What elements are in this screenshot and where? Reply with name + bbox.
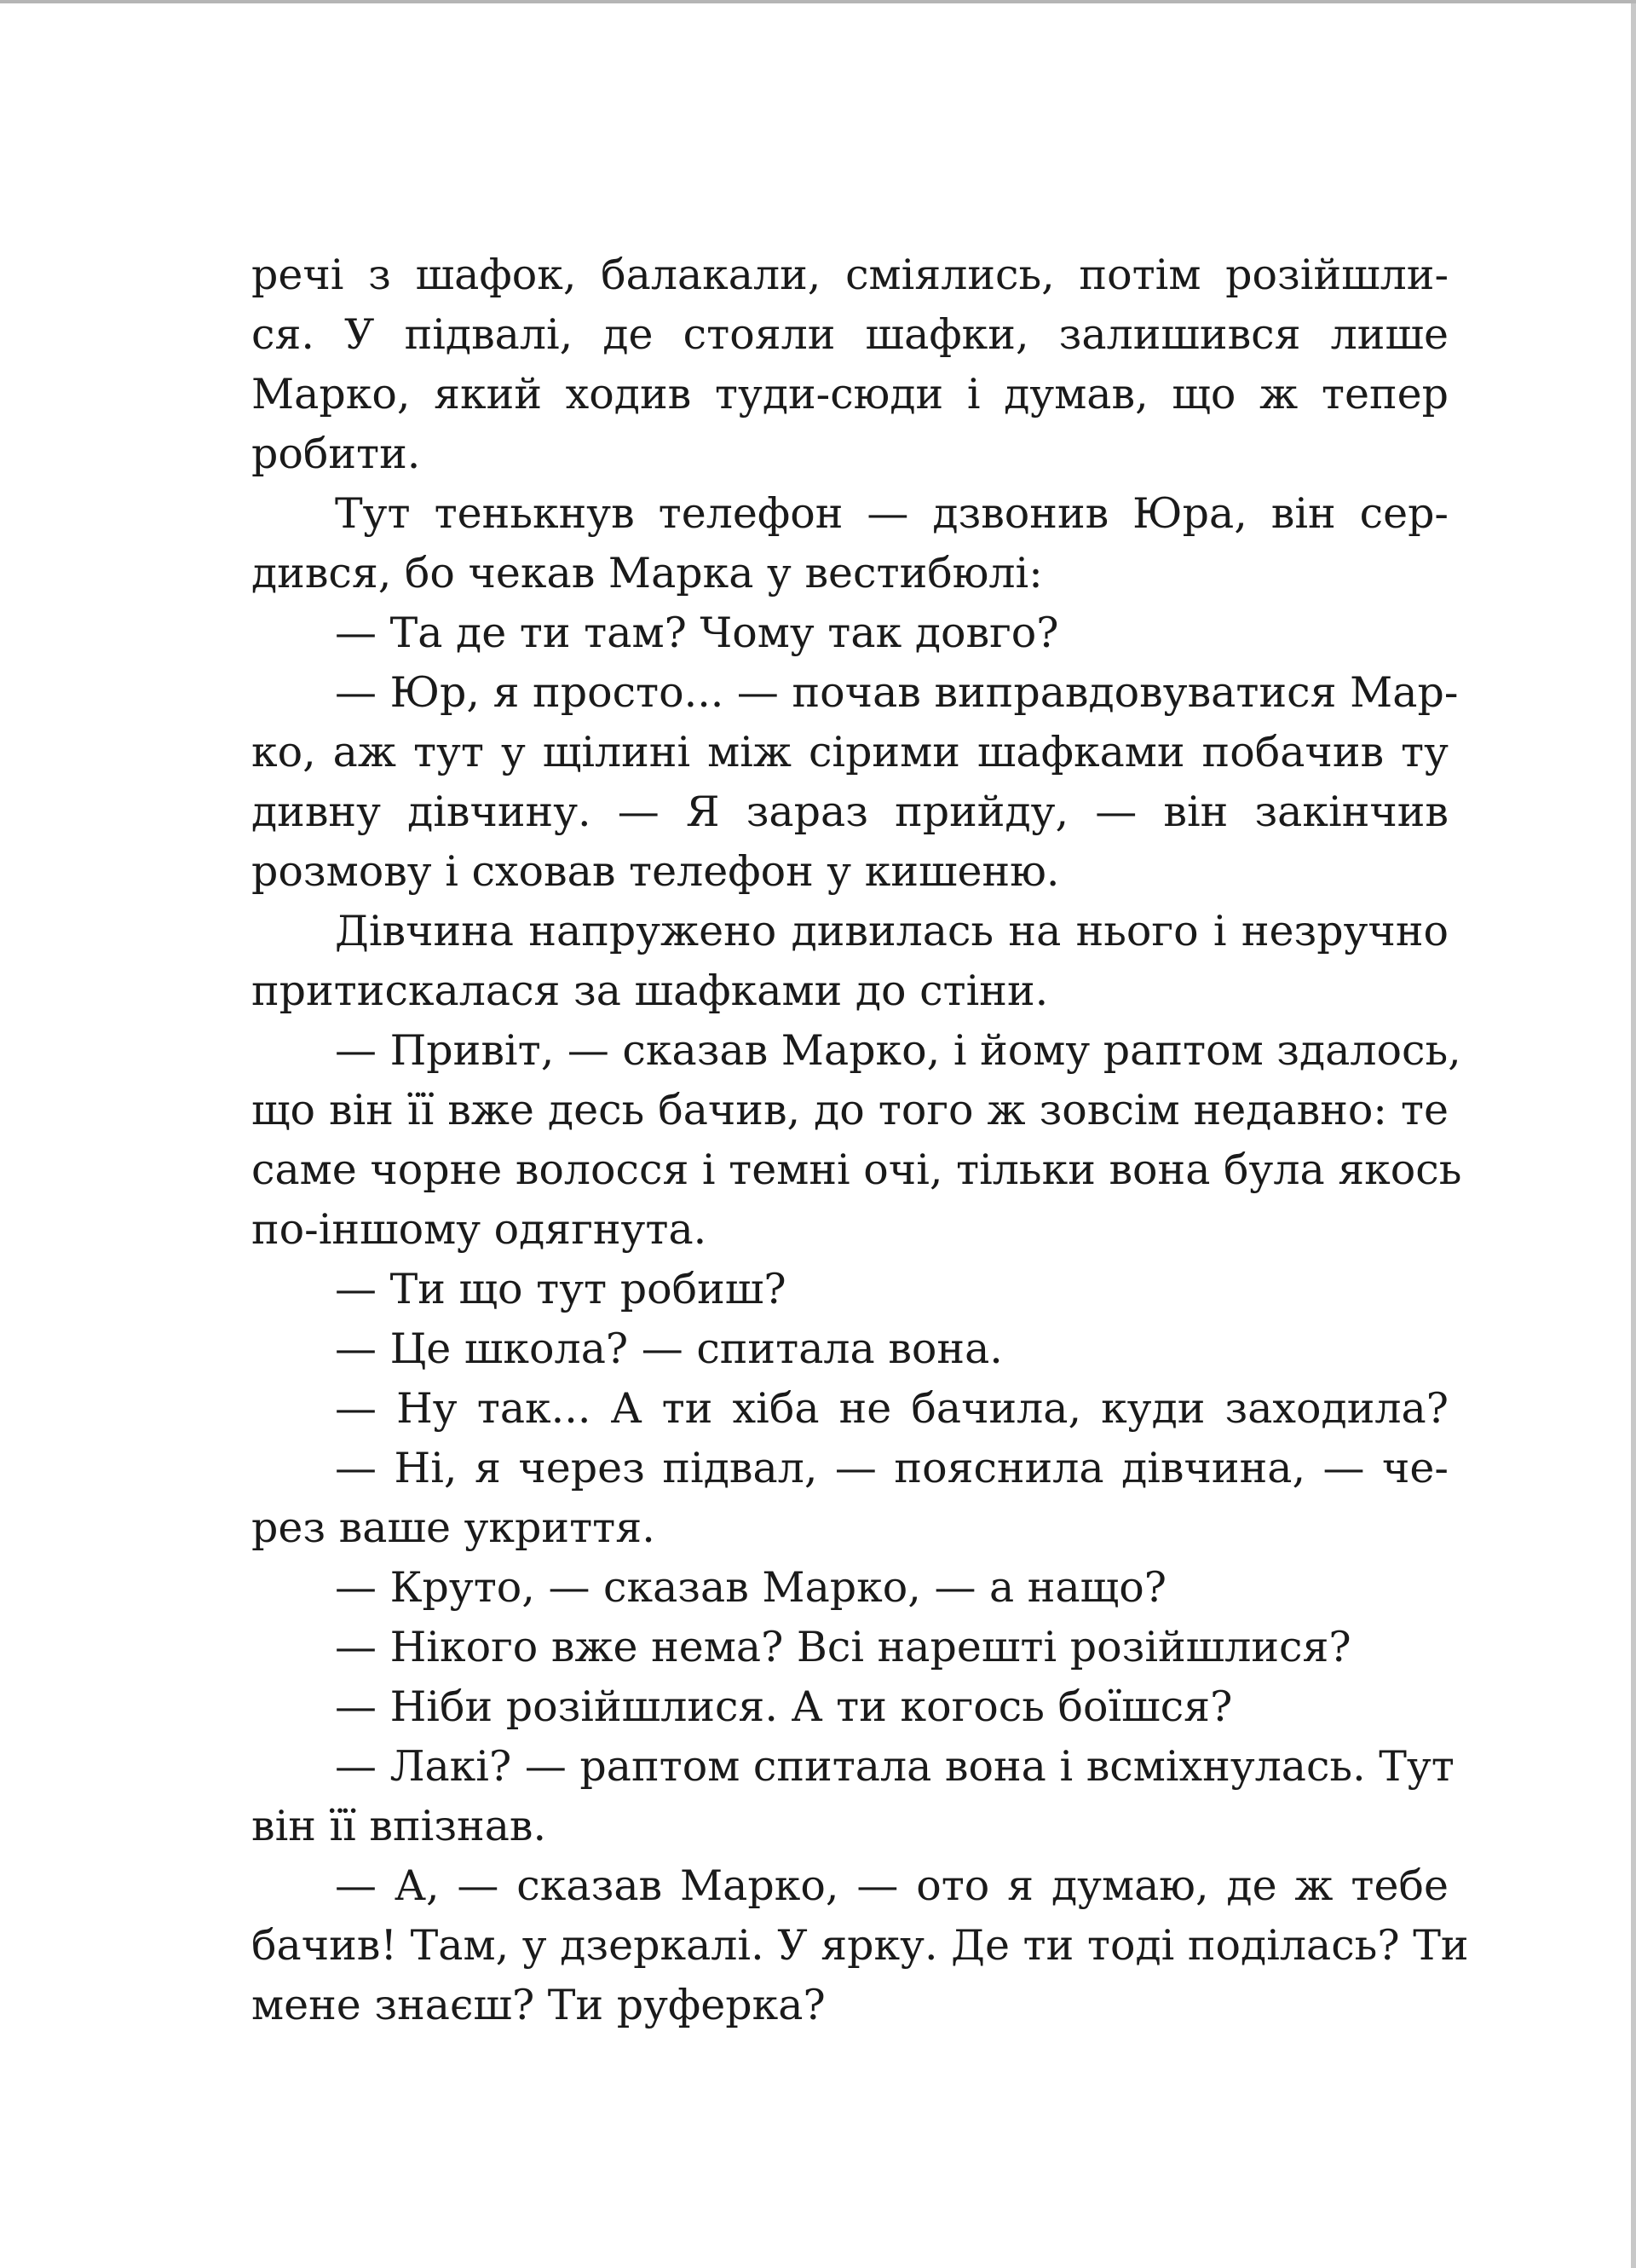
text-line: розмову і сховав телефон у кишеню. [251, 847, 1060, 896]
text-line: — Ну так... А ти хіба не бачила, куди заходила? [335, 1384, 1449, 1433]
text-line: ко, аж тут у щілині між сірими шафками побачив ту [251, 728, 1449, 776]
text-line: дивну дівчину. — Я зараз прийду, — він закінчив [251, 788, 1449, 836]
text-line: — Лакі? — раптом спитала вона і всміхнулась. Тут [335, 1742, 1455, 1791]
text-line: ся. У підвалі, де стояли шафки, залишився лише [251, 310, 1449, 359]
text-line: — А, — сказав Марко, — ото я думаю, де ж тебе [335, 1861, 1449, 1910]
text-line: він її впізнав. [251, 1802, 547, 1850]
text-line: Марко, який ходив туди-сюди і думав, що ж тепер [251, 370, 1449, 418]
text-line: речі з шафок, балакали, сміялись, потім розійшли- [251, 251, 1449, 299]
text-line: — Та де ти там? Чому так довго? [335, 609, 1059, 657]
text-line: — Ти що тут робиш? [335, 1265, 786, 1313]
text-line: — Це школа? — спитала вона. [335, 1324, 1003, 1373]
text-line: Тут тенькнув телефон — дзвонив Юра, він сер- [335, 489, 1449, 538]
text-line: — Нікого вже нема? Всі нарешті розійшлися? [335, 1623, 1351, 1671]
text-line: Дівчина напружено дивилась на нього і незручно [335, 907, 1449, 955]
text-line: рез ваше укриття. [251, 1503, 655, 1552]
text-line: — Юр, я просто... — почав виправдовуватися Мар- [335, 668, 1459, 717]
text-line: по-іншому одягнута. [251, 1205, 707, 1254]
page-text [251, 245, 1469, 2035]
text-line: робити. [251, 430, 421, 478]
text-line: саме чорне волосся і темні очі, тільки вона була якось [251, 1146, 1462, 1194]
text-line: бачив! Там, у дзеркалі. У ярку. Де ти тоді поділась? Ти [251, 1921, 1469, 1970]
text-line: — Ні, я через підвал, — пояснила дівчина, — че- [335, 1444, 1449, 1492]
text-line: мене знаєш? Ти руферка? [251, 1981, 826, 2029]
text-line: притискалася за шафками до стіни. [251, 967, 1049, 1015]
text-line: — Ніби розійшлися. А ти когось боїшся? [335, 1682, 1233, 1731]
text-line: дився, бо чекав Марка у вестибюлі: [251, 549, 1043, 597]
book-page [0, 3, 1636, 2268]
text-line: — Круто, — сказав Марко, — а нащо? [335, 1563, 1167, 1612]
text-line: — Привіт, — сказав Марко, і йому раптом здалось, [335, 1026, 1461, 1075]
text-line: що він її вже десь бачив, до того ж зовсім недавно: те [251, 1086, 1449, 1134]
